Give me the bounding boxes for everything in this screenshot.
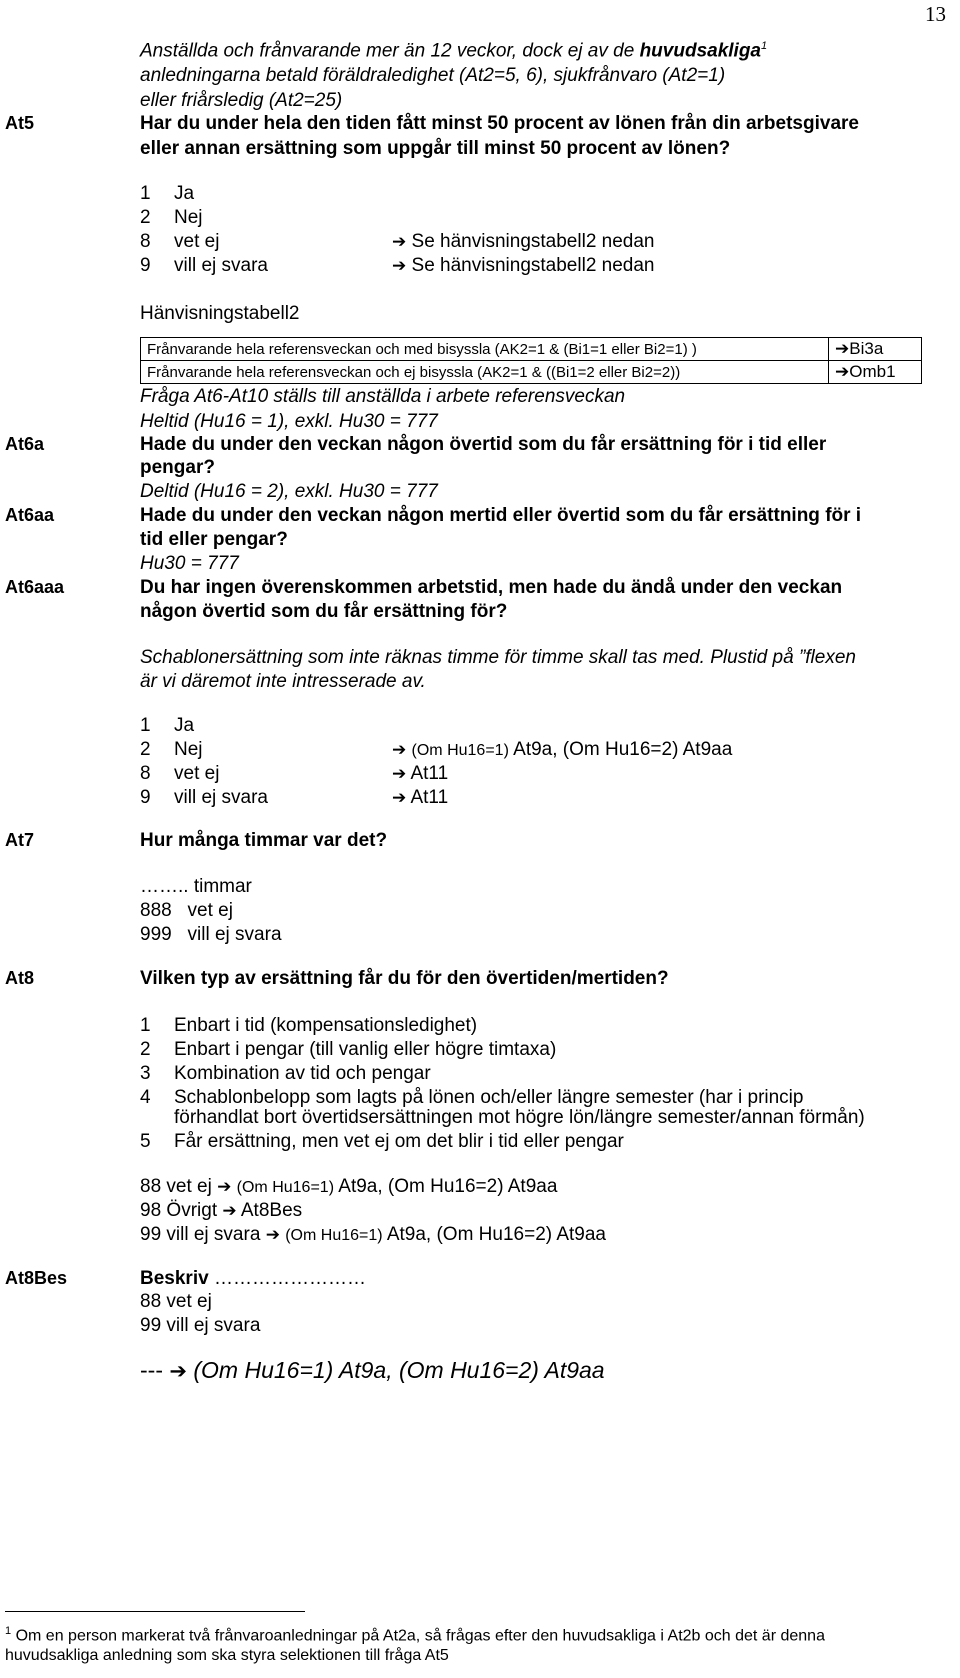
option-label: Nej bbox=[174, 739, 203, 760]
at7-answer-field[interactable]: …….. timmar bbox=[140, 876, 252, 897]
at6aaa-filter: Hu30 = 777 bbox=[140, 553, 239, 574]
at7-question: Hur många timmar var det? bbox=[140, 830, 388, 851]
option-label: Ja bbox=[174, 715, 195, 736]
option-label: Enbart i pengar (till vanlig eller högre timtaxa) bbox=[174, 1039, 557, 1060]
right-arrow-icon: ➔ bbox=[222, 1201, 237, 1220]
at7-option: 888 vet ej bbox=[140, 900, 233, 921]
right-arrow-icon: ➔ bbox=[392, 740, 407, 759]
option-with-route: 98 Övrigt ➔ At8Bes bbox=[140, 1200, 303, 1221]
at5-filter-line-3: eller friårsledig (At2=25) bbox=[140, 90, 343, 111]
option-route: ➔ Se hänvisningstabell2 nedan bbox=[392, 231, 655, 252]
at6a-question-line-2: pengar? bbox=[140, 457, 215, 478]
option-label: vet ej bbox=[174, 763, 220, 784]
at6-note-line-1: Schablonersättning som inte räknas timme för timme skall tas med. Plustid på ”flexen bbox=[140, 647, 856, 668]
option-number: 8 bbox=[140, 763, 151, 784]
table-row bbox=[141, 361, 922, 384]
option-number: 1 bbox=[140, 1015, 151, 1036]
at7-option: 999 vill ej svara bbox=[140, 924, 282, 945]
table-row bbox=[141, 338, 922, 361]
at8bes-route: --- ➔ (Om Hu16=1) At9a, (Om Hu16=2) At9aa bbox=[140, 1357, 605, 1383]
at8bes-answer-field[interactable]: …………………… bbox=[213, 1268, 366, 1289]
at6a-filter: Heltid (Hu16 = 1), exkl. Hu30 = 777 bbox=[140, 411, 438, 432]
option-number: 2 bbox=[140, 207, 151, 228]
option-label: Enbart i tid (kompensationsledighet) bbox=[174, 1015, 478, 1036]
footnote-line-2: huvudsakliga anledning som ska styra selektionen till fråga At5 bbox=[5, 1647, 449, 1664]
at6aaa-question-line-1: Du har ingen överenskommen arbetstid, men hade du ändå under den veckan bbox=[140, 577, 843, 598]
at5-filter-line-2: anledningarna betald föräldraledighet (At2=5, 6), sjukfrånvaro (At2=1) bbox=[140, 65, 726, 86]
reference-table bbox=[140, 337, 922, 384]
option-with-route: 99 vill ej svara ➔ (Om Hu16=1) At9a, (Om Hu16=2) At9aa bbox=[140, 1224, 606, 1245]
right-arrow-icon: ➔ bbox=[169, 1360, 187, 1383]
at6aa-question-line-2: tid eller pengar? bbox=[140, 529, 288, 550]
option-number: 9 bbox=[140, 787, 151, 808]
at8bes-code: At8Bes bbox=[5, 1268, 68, 1288]
footnote-ref: 1 bbox=[761, 40, 768, 52]
reference-table-title: Hänvisningstabell2 bbox=[140, 303, 300, 324]
table-cell: Frånvarande hela referensveckan och ej bisyssla (AK2=1 & ((Bi1=2 eller Bi2=2)) bbox=[141, 361, 829, 384]
at6a-code: At6a bbox=[5, 434, 45, 454]
right-arrow-icon: ➔ bbox=[392, 764, 407, 783]
at5-code: At5 bbox=[5, 113, 35, 133]
at5-filter-emphasis: huvudsakliga bbox=[639, 40, 761, 62]
option-label: vill ej svara bbox=[174, 787, 268, 808]
option-route: ➔ At11 bbox=[392, 787, 449, 808]
right-arrow-icon: ➔ bbox=[392, 788, 407, 807]
option-label-continued: förhandlat bort övertidsersättningen mot högre lön/längre semester/annan förmån) bbox=[174, 1107, 865, 1128]
table-target-cell: ➔Omb1 bbox=[829, 361, 922, 384]
at5-question-line-2: eller annan ersättning som uppgår till minst 50 procent av lönen? bbox=[140, 138, 731, 159]
option-number: 1 bbox=[140, 715, 151, 736]
option-number: 1 bbox=[140, 183, 151, 204]
option-number: 9 bbox=[140, 255, 151, 276]
at6aaa-code: At6aaa bbox=[5, 577, 65, 597]
at6aaa-question-line-2: någon övertid som du får ersättning för? bbox=[140, 601, 508, 622]
right-arrow-icon: ➔ bbox=[835, 339, 850, 358]
at7-code: At7 bbox=[5, 830, 35, 850]
option-label: vet ej bbox=[174, 231, 220, 252]
right-arrow-icon: ➔ bbox=[265, 1225, 280, 1244]
option-with-route: 88 vet ej ➔ (Om Hu16=1) At9a, (Om Hu16=2) At9aa bbox=[140, 1176, 558, 1197]
option-number: 2 bbox=[140, 739, 151, 760]
option-label: Schablonbelopp som lagts på lönen och/eller längre semester (har i princip bbox=[174, 1087, 804, 1108]
right-arrow-icon: ➔ bbox=[392, 232, 407, 251]
table-cell: Frånvarande hela referensveckan och med bisyssla (AK2=1 & (Bi1=1 eller Bi2=1) ) bbox=[141, 338, 829, 361]
option-label: Nej bbox=[174, 207, 203, 228]
at6aa-question-line-1: Hade du under den veckan någon mertid eller övertid som du får ersättning för i bbox=[140, 505, 862, 526]
option-route: ➔ At11 bbox=[392, 763, 449, 784]
at5-question-line-1: Har du under hela den tiden fått minst 50 procent av lönen från din arbetsgivare bbox=[140, 113, 859, 134]
at8-code: At8 bbox=[5, 968, 35, 988]
option-number: 3 bbox=[140, 1063, 151, 1084]
at6-note-line-2: är vi däremot inte intresserade av. bbox=[140, 671, 426, 692]
option-label: vill ej svara bbox=[174, 255, 268, 276]
at8bes-question: Beskriv …………………… bbox=[140, 1268, 366, 1289]
option-route: ➔ Se hänvisningstabell2 nedan bbox=[392, 255, 655, 276]
right-arrow-icon: ➔ bbox=[217, 1177, 232, 1196]
at5-filter-line-1: Anställda och frånvarande mer än 12 veckor, dock ej av de huvudsakliga$^1$ bbox=[140, 40, 768, 62]
option-label: Får ersättning, men vet ej om det blir i tid eller pengar bbox=[174, 1131, 624, 1152]
right-arrow-icon: ➔ bbox=[835, 362, 850, 381]
footnote-line-1: $^1$ Om en person markerat två frånvaroanledningar på At2a, så frågas efter den huvudsakliga i At2b och det är denna bbox=[5, 1625, 825, 1645]
option-number: 4 bbox=[140, 1087, 151, 1108]
at6a-question-line-1: Hade du under den veckan någon övertid som du får ersättning för i tid eller bbox=[140, 434, 827, 455]
option-label: Kombination av tid och pengar bbox=[174, 1063, 431, 1084]
at6aa-code: At6aa bbox=[5, 505, 55, 525]
option-number: 5 bbox=[140, 1131, 151, 1152]
at8bes-option: 88 vet ej bbox=[140, 1291, 212, 1312]
table-target-cell: ➔Bi3a bbox=[829, 338, 922, 361]
at8bes-option: 99 vill ej svara bbox=[140, 1315, 261, 1336]
right-arrow-icon: ➔ bbox=[392, 256, 407, 275]
option-number: 2 bbox=[140, 1039, 151, 1060]
footnote-separator bbox=[5, 1611, 305, 1612]
page-number: 13 bbox=[925, 2, 946, 26]
at6-intro: Fråga At6-At10 ställs till anställda i arbete referensveckan bbox=[140, 386, 626, 407]
option-route: ➔ (Om Hu16=1) At9a, (Om Hu16=2) At9aa bbox=[392, 739, 733, 760]
at8-question: Vilken typ av ersättning får du för den övertiden/mertiden? bbox=[140, 968, 669, 989]
option-label: Ja bbox=[174, 183, 195, 204]
option-number: 8 bbox=[140, 231, 151, 252]
at6aa-filter: Deltid (Hu16 = 2), exkl. Hu30 = 777 bbox=[140, 481, 438, 502]
